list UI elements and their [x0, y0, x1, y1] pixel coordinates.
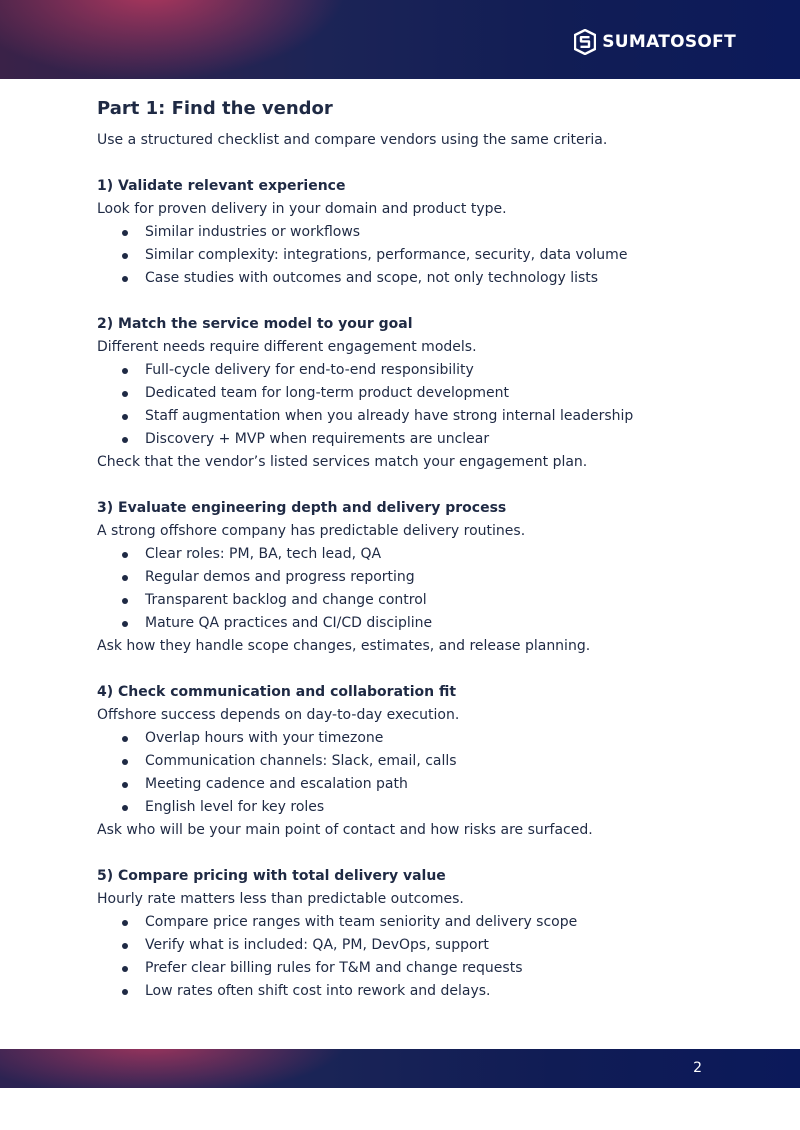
list-item: Dedicated team for long-term product development	[97, 382, 737, 405]
list-item: Regular demos and progress reporting	[97, 566, 737, 589]
document-body	[97, 96, 737, 1003]
list-item: Full-cycle delivery for end-to-end responsibility	[97, 359, 737, 382]
list-item: Communication channels: Slack, email, calls	[97, 750, 737, 773]
list-item: Transparent backlog and change control	[97, 589, 737, 612]
list-item: Staff augmentation when you already have strong internal leadership	[97, 405, 737, 428]
section-heading: 2) Match the service model to your goal	[97, 316, 413, 332]
list-item: Compare price ranges with team seniority and delivery scope	[97, 911, 737, 934]
list-item: Case studies with outcomes and scope, not only technology lists	[97, 267, 737, 290]
section-description: Look for proven delivery in your domain and product type.	[97, 201, 507, 217]
list-item: Discovery + MVP when requirements are unclear	[97, 428, 737, 451]
section-pricing	[97, 865, 737, 1003]
logo-text: SUMATOSOFT	[602, 32, 736, 52]
intro-text: Use a structured checklist and compare vendors using the same criteria.	[97, 132, 608, 148]
list-item: Similar complexity: integrations, performance, security, data volume	[97, 244, 737, 267]
section-experience	[97, 175, 737, 290]
bullet-list	[97, 543, 737, 635]
list-item: Overlap hours with your timezone	[97, 727, 737, 750]
list-item: Meeting cadence and escalation path	[97, 773, 737, 796]
section-note: Ask who will be your main point of contact and how risks are surfaced.	[97, 822, 593, 838]
list-item: Low rates often shift cost into rework and delays.	[97, 980, 737, 1003]
list-item: Mature QA practices and CI/CD discipline	[97, 612, 737, 635]
bullet-list	[97, 221, 737, 290]
list-item: Clear roles: PM, BA, tech lead, QA	[97, 543, 737, 566]
bullet-list	[97, 359, 737, 451]
page-number: 2	[693, 1060, 702, 1076]
section-description: Hourly rate matters less than predictable outcomes.	[97, 891, 464, 907]
section-description: Different needs require different engagement models.	[97, 339, 477, 355]
bullet-list	[97, 727, 737, 819]
section-engineering	[97, 497, 737, 658]
list-item: Verify what is included: QA, PM, DevOps, support	[97, 934, 737, 957]
section-service-model	[97, 313, 737, 474]
page-header	[0, 0, 800, 79]
section-communication	[97, 681, 737, 842]
section-note: Ask how they handle scope changes, estimates, and release planning.	[97, 638, 591, 654]
section-description: A strong offshore company has predictable delivery routines.	[97, 523, 526, 539]
list-item: Prefer clear billing rules for T&M and change requests	[97, 957, 737, 980]
section-heading: 5) Compare pricing with total delivery value	[97, 868, 446, 884]
section-heading: 4) Check communication and collaboration fit	[97, 684, 457, 700]
bullet-list	[97, 911, 737, 1003]
section-note: Check that the vendor’s listed services match your engagement plan.	[97, 454, 588, 470]
list-item: English level for key roles	[97, 796, 737, 819]
page-title: Part 1: Find the vendor	[97, 98, 333, 119]
section-heading: 1) Validate relevant experience	[97, 178, 346, 194]
section-description: Offshore success depends on day-to-day execution.	[97, 707, 460, 723]
s-shield-icon	[574, 29, 596, 55]
list-item: Similar industries or workflows	[97, 221, 737, 244]
company-logo	[574, 28, 736, 56]
page-footer	[0, 1049, 800, 1088]
section-heading: 3) Evaluate engineering depth and delivery process	[97, 500, 507, 516]
